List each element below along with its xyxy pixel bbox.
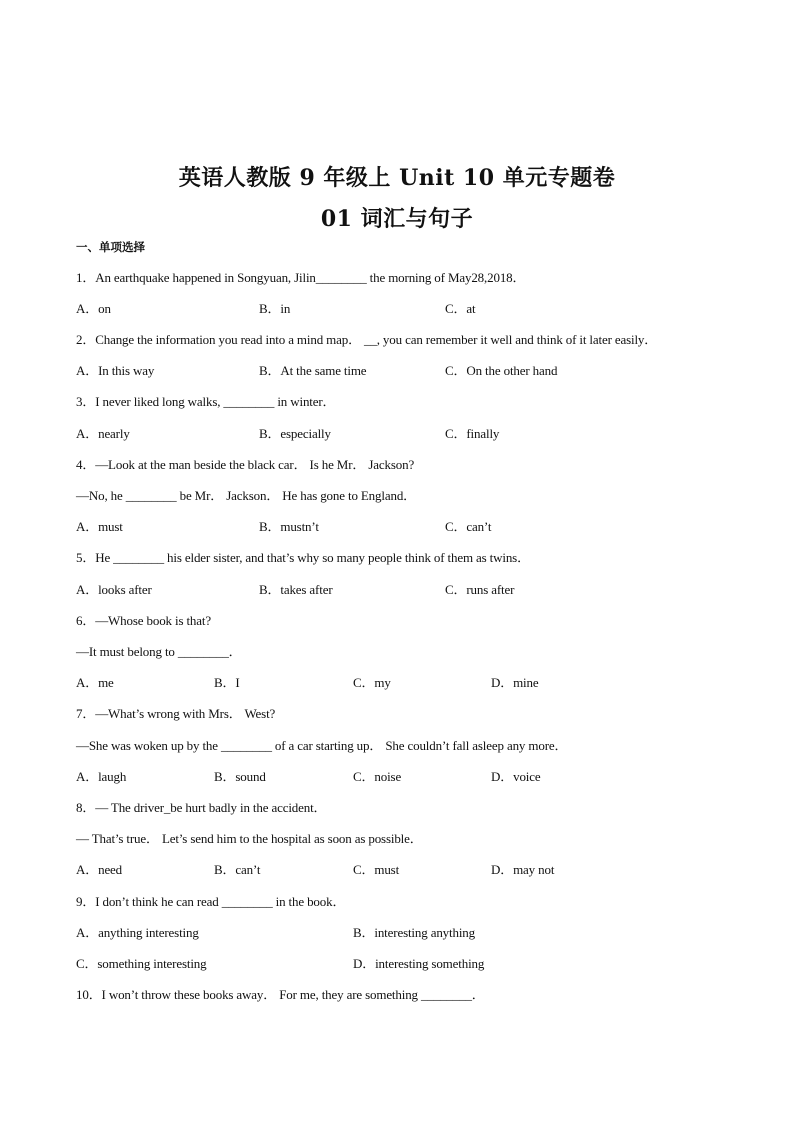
question-2-option-c: C．On the other hand xyxy=(445,363,558,378)
question-3-option-b: B．especially xyxy=(259,426,331,441)
question-9-option-a: A．anything interesting xyxy=(76,925,199,940)
question-4-option-c: C．can’t xyxy=(445,519,492,534)
question-2-stem: 2．Change the information you read into a mind map． __, you can remember it well and think of it later easily． xyxy=(76,332,658,347)
question-7-stem: 7．—What’s wrong with Mrs． West? xyxy=(76,706,276,721)
question-7-stem-line-2: —She was woken up by the ________ of a car starting up． She couldn’t fall asleep any more． xyxy=(76,738,568,753)
question-10-stem: 10．I won’t throw these books away． For me, they are something ________． xyxy=(76,987,485,1002)
question-5-option-c: C．runs after xyxy=(445,582,515,597)
question-8-option-d: D．may not xyxy=(491,862,555,877)
question-8-option-b: B．can’t xyxy=(214,862,261,877)
question-1-option-b: B．in xyxy=(259,301,291,316)
question-1-stem: 1．An earthquake happened in Songyuan, Jilin________ the morning of May28,2018． xyxy=(76,270,526,285)
question-3-stem: 3．I never liked long walks, ________ in winter． xyxy=(76,394,336,409)
document-subtitle: 01 词汇与句子 xyxy=(320,206,474,232)
question-5-stem: 5．He ________ his elder sister, and that’s why so many people think of them as twins． xyxy=(76,550,530,565)
question-6-stem: 6．—Whose book is that? xyxy=(76,613,211,628)
question-7-option-b: B．sound xyxy=(214,769,266,784)
document-title: 英语人教版 9 年级上 Unit 10 单元专题卷 xyxy=(178,165,616,191)
question-6-option-a: A．me xyxy=(76,675,114,690)
section-heading: 一、单项选择 xyxy=(76,240,145,254)
question-5-option-a: A．looks after xyxy=(76,582,152,597)
question-7-option-d: D．voice xyxy=(491,769,541,784)
question-9-stem: 9．I don’t think he can read ________ in the book． xyxy=(76,894,346,909)
question-6-option-c: C．my xyxy=(353,675,391,690)
question-4-option-a: A．must xyxy=(76,519,123,534)
question-9-option-b: B．interesting anything xyxy=(353,925,475,940)
question-9-option-d: D．interesting something xyxy=(353,956,485,971)
question-3-option-c: C．finally xyxy=(445,426,500,441)
question-7-option-c: C．noise xyxy=(353,769,402,784)
question-6-option-d: D．mine xyxy=(491,675,539,690)
question-2-option-a: A．In this way xyxy=(76,363,155,378)
question-4-stem: 4．—Look at the man beside the black car． Is he Mr． Jackson? xyxy=(76,457,415,472)
question-8-option-a: A．need xyxy=(76,862,123,877)
question-6-option-b: B．I xyxy=(214,675,240,690)
question-1-option-c: C．at xyxy=(445,301,476,316)
question-6-stem-line-2: —It must belong to ________． xyxy=(76,644,242,659)
question-8-option-c: C．must xyxy=(353,862,400,877)
question-7-option-a: A．laugh xyxy=(76,769,127,784)
question-2-option-b: B．At the same time xyxy=(259,363,367,378)
question-4-option-b: B．mustn’t xyxy=(259,519,319,534)
question-4-stem-line-2: —No, he ________ be Mr． Jackson． He has gone to England． xyxy=(76,488,417,503)
question-3-option-a: A．nearly xyxy=(76,426,130,441)
question-9-option-c: C．something interesting xyxy=(76,956,207,971)
question-1-option-a: A．on xyxy=(76,301,111,316)
question-8-stem-line-2: — That’s true． Let’s send him to the hospital as soon as possible． xyxy=(76,831,423,846)
question-5-option-b: B．takes after xyxy=(259,582,333,597)
question-8-stem: 8．— The driver_be hurt badly in the accident． xyxy=(76,800,327,815)
